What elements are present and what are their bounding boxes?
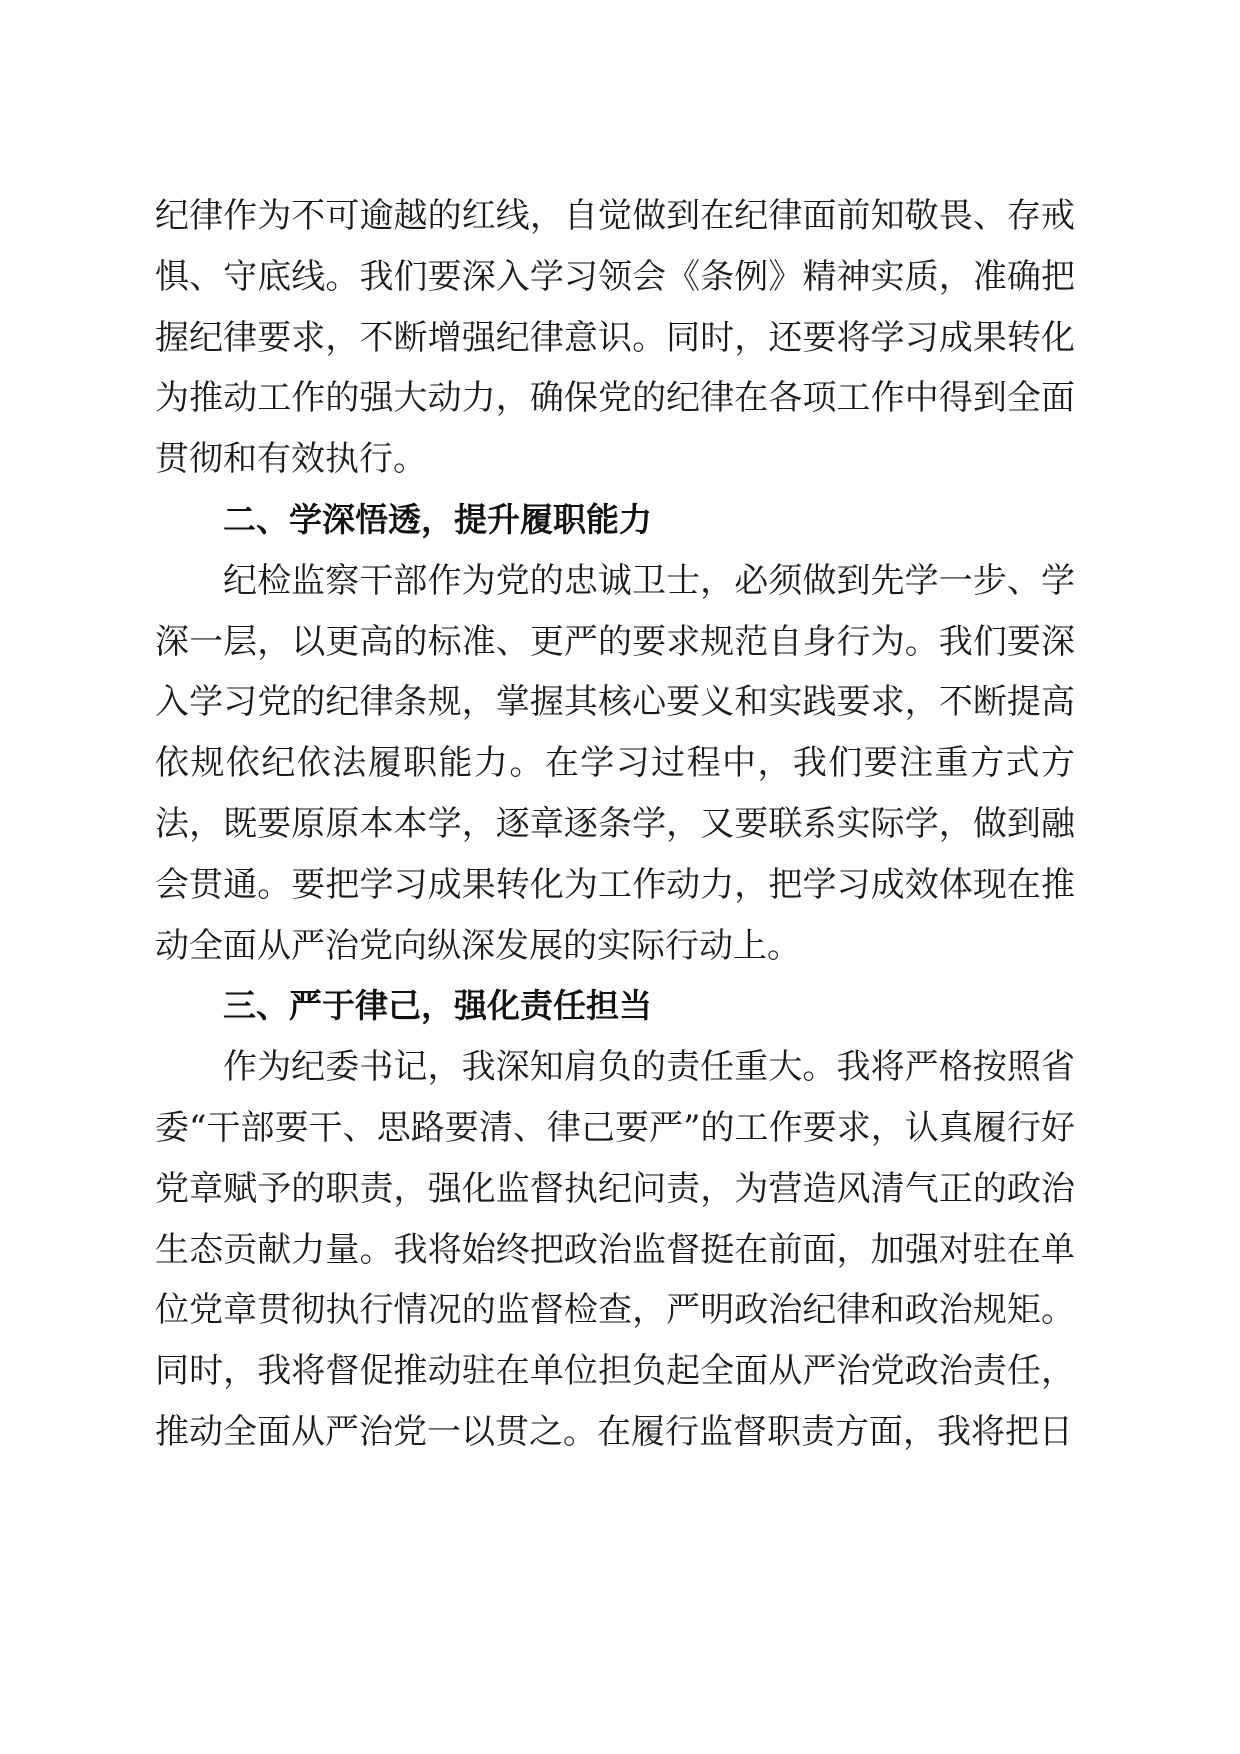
- section-2-heading: 二、学深悟透，提升履职能力: [223, 499, 652, 539]
- section-3-body: 作为纪委书记，我深知肩负的责任重大。我将严格按照省委“干部要干、思路要清、律己要严”的工作要求，认真履行好党章赋予的职责，强化监督执纪问责，为营造风清气正的政治生态贡献力量。我将始终把政治监督挺在前面，加强对驻在单位党章贯彻执行情况的监督检查，严明政治纪律和政治规矩。同时，我将督促推动驻在单位担负起全面从严治党政治责任，推动全面从严治党一以贯之。在履行监督职责方面，我将把日: [155, 1047, 1075, 1452]
- section-3-heading: 三、严于律己，强化责任担当: [223, 986, 652, 1026]
- section-2-body: 纪检监察干部作为党的忠诚卫士，必须做到先学一步、学深一层，以更高的标准、更严的要求规范自身行为。我们要深入学习党的纪律条规，掌握其核心要义和实践要求，不断提高依规依纪依法履职能力。在学习过程中，我们要注重方式方法，既要原原本本学，逐章逐条学，又要联系实际学，做到融会贯通。要把学习成果转化为工作动力，把学习成效体现在推动全面从严治党向纵深发展的实际行动上。: [155, 560, 1075, 966]
- continued-paragraph: 纪律作为不可逾越的红线，自觉做到在纪律面前知敬畏、存戒惧、守底线。我们要深入学习领会《条例》精神实质，准确把握纪律要求，不断增强纪律意识。同时，还要将学习成果转化为推动工作的强大动力，确保党的纪律在各项工作中得到全面贯彻和有效执行。: [155, 196, 1075, 480]
- document-body: [155, 186, 1075, 1463]
